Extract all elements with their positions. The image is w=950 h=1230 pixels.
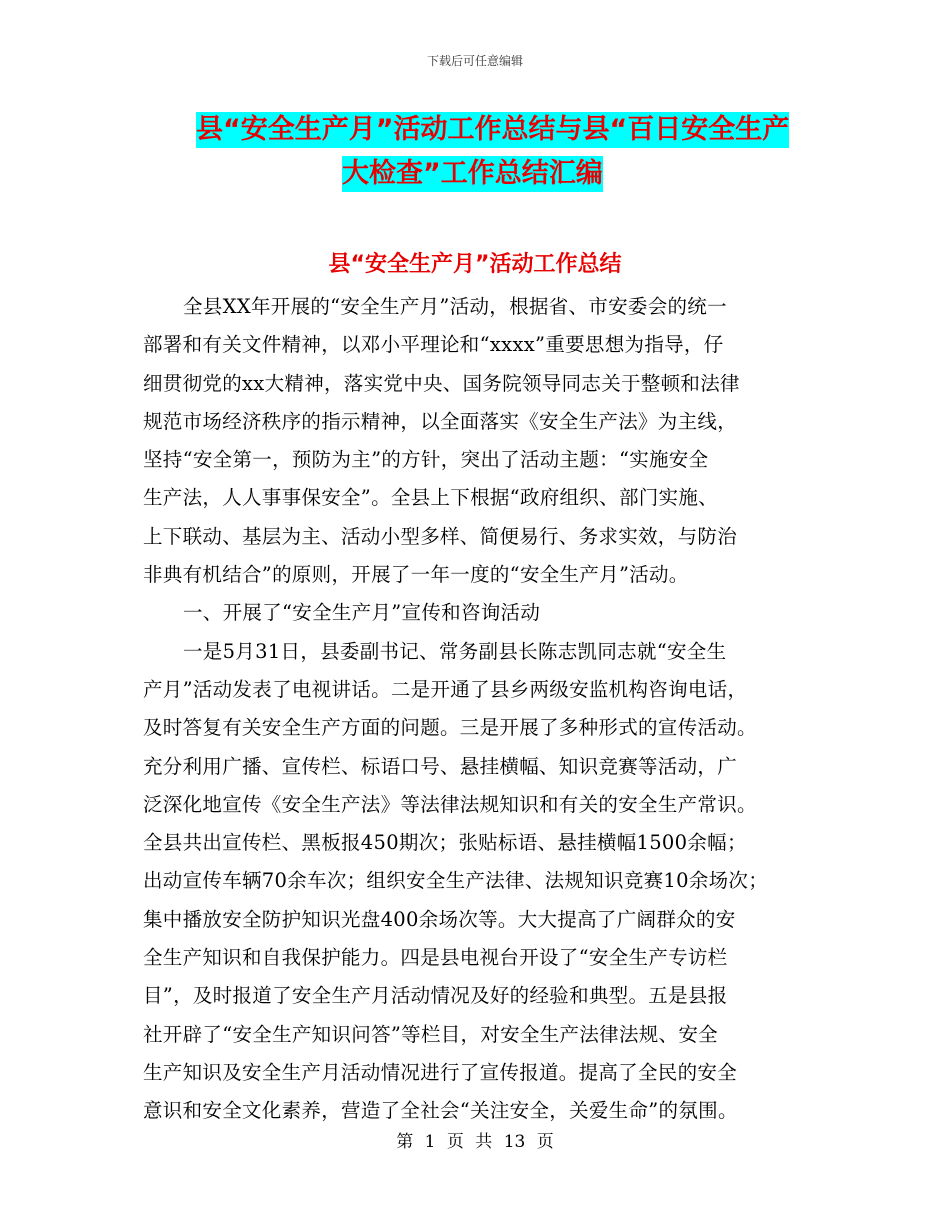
body-line: 充分利用广播、宣传栏、标语口号、悬挂横幅、知识竞赛等活动，广 bbox=[143, 754, 738, 778]
main-title-line-2: 大检查”工作总结汇编 bbox=[342, 156, 603, 192]
body-line: 坚持“安全第一，预防为主”的方针，突出了活动主题：“实施安全 bbox=[143, 448, 709, 472]
body-line: 意识和安全文化素养，营造了全社会“关注安全，关爱生命”的氛围。 bbox=[143, 1099, 738, 1123]
body-line: 生产知识及安全生产月活动情况进行了宣传报道。提高了全民的安全 bbox=[143, 1060, 738, 1084]
body-line: 泛深化地宣传《安全生产法》等法律法规知识和有关的安全生产常识。 bbox=[143, 792, 757, 816]
body-line: 上下联动、基层为主、活动小型多样、简便易行、务求实效，与防治 bbox=[143, 524, 738, 548]
body-line: 全生产知识和自我保护能力。四是县电视台开设了“安全生产专访栏 bbox=[143, 946, 728, 970]
body-line: 非典有机结合”的原则，开展了一年一度的“安全生产月”活动。 bbox=[143, 563, 689, 587]
body-line: 社开辟了“安全生产知识问答”等栏目，对安全生产法律法规、安全 bbox=[143, 1022, 718, 1046]
page-number-footer: 第 1 页 共 13 页 bbox=[396, 1132, 554, 1152]
main-title-line-1: 县“安全生产月”活动工作总结与县“百日安全生产 bbox=[196, 112, 789, 148]
subsection-heading: 一、开展了“安全生产月”宣传和咨询活动 bbox=[183, 601, 541, 625]
body-line: 生产法，人人事事保安全”。全县上下根据“政府组织、部门实施、 bbox=[143, 486, 718, 510]
body-line: 产月”活动发表了电视讲话。二是开通了县乡两级安监机构咨询电话， bbox=[143, 677, 748, 701]
body-line: 出动宣传车辆70余车次；组织安全生产法律、法规知识竞赛10余场次； bbox=[143, 869, 769, 893]
body-line: 及时答复有关安全生产方面的问题。三是开展了多种形式的宣传活动。 bbox=[143, 716, 757, 740]
body-line: 一是5月31日，县委副书记、常务副县长陈志凯同志就“安全生 bbox=[183, 639, 727, 663]
body-line: 部署和有关文件精神，以邓小平理论和“xxxx”重要思想为指导，仔 bbox=[143, 333, 724, 357]
body-line: 目”，及时报道了安全生产月活动情况及好的经验和典型。五是县报 bbox=[143, 984, 728, 1008]
section-title: 县“安全生产月”活动工作总结 bbox=[328, 252, 622, 277]
body-line: 全县共出宣传栏、黑板报450期次；张贴标语、悬挂横幅1500余幅； bbox=[143, 831, 747, 855]
body-line: 细贯彻党的xx大精神，落实党中央、国务院领导同志关于整顿和法律 bbox=[143, 371, 740, 395]
body-line: 规范市场经济秩序的指示精神，以全面落实《安全生产法》为主线， bbox=[143, 409, 738, 433]
body-text bbox=[143, 288, 803, 1131]
page-header-note: 下载后可任意编辑 bbox=[426, 54, 523, 68]
body-line: 全县XX年开展的“安全生产月”活动，根据省、市安委会的统一 bbox=[183, 295, 727, 318]
body-line: 集中播放安全防护知识光盘400余场次等。大大提高了广阔群众的安 bbox=[143, 907, 736, 931]
